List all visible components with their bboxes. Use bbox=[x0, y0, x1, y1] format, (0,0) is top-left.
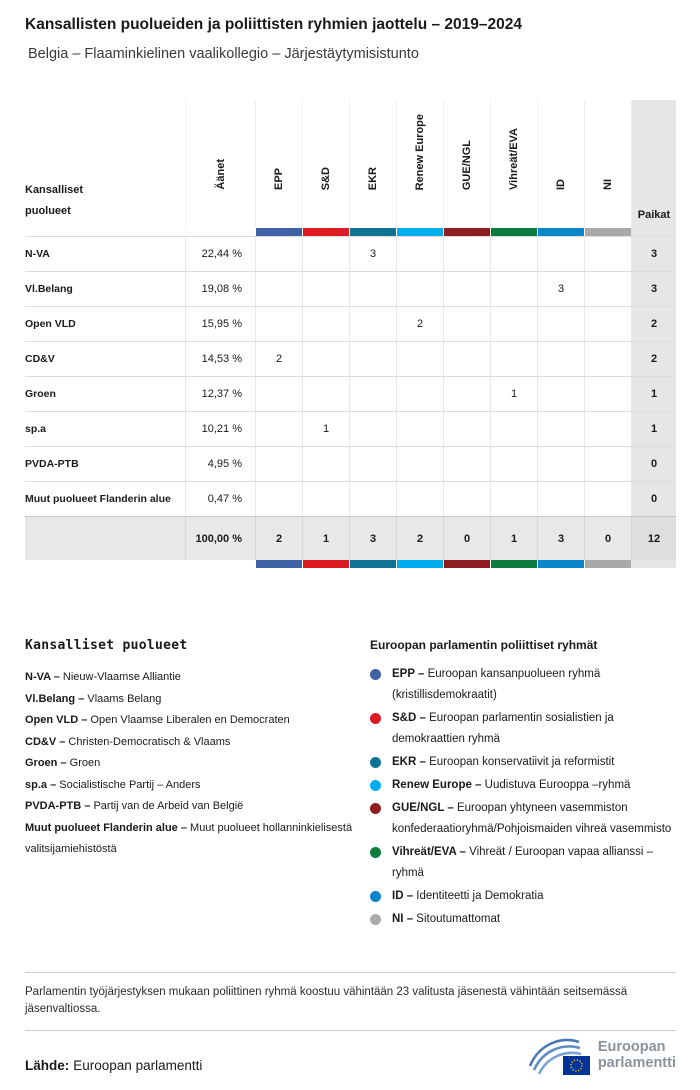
color-bar-seats-spacer bbox=[631, 560, 676, 568]
group-legend-item bbox=[370, 886, 676, 907]
color-bar-spacer bbox=[25, 560, 255, 568]
seat-count-cell bbox=[537, 447, 584, 481]
seat-count-cell bbox=[302, 237, 349, 271]
results-table bbox=[25, 100, 676, 568]
votes-value: 0,47 % bbox=[185, 482, 255, 516]
group-column-header-label: Vihreät/EVA bbox=[508, 128, 520, 190]
group-legend-desc: Identiteetti ja Demokratia bbox=[416, 890, 544, 902]
group-color-bar-row-top bbox=[25, 228, 676, 236]
party-name: Muut puolueet Flanderin alue bbox=[25, 493, 171, 505]
seat-count-cell bbox=[537, 377, 584, 411]
color-bar-ni bbox=[584, 560, 631, 568]
group-column-header-ekr bbox=[349, 100, 396, 228]
party-legend-desc: Muut puolueet hollanninkielisestä valitsijamiehistöstä bbox=[25, 821, 353, 855]
table-row bbox=[25, 271, 676, 306]
bottom-divider bbox=[25, 1030, 676, 1031]
seat-count-cell bbox=[302, 342, 349, 376]
party-legend-desc: Partij van de Arbeid van België bbox=[93, 800, 244, 812]
group-legend-desc: Uudistuva Eurooppa –ryhmä bbox=[484, 779, 631, 791]
seat-count-cell bbox=[302, 482, 349, 516]
parties-legend-items bbox=[25, 667, 360, 861]
seat-count-cell bbox=[584, 377, 631, 411]
group-column-header-label: GUE/NGL bbox=[461, 139, 473, 190]
party-legend-name: Muut puolueet Flanderin alue – bbox=[25, 821, 187, 834]
total-seat-count: 2 bbox=[396, 517, 443, 560]
party-legend-desc: Christen-Democratisch & Vlaams bbox=[68, 735, 231, 748]
party-legend-desc: Open Vlaamse Liberalen en Democraten bbox=[90, 714, 290, 726]
votes-value: 10,21 % bbox=[185, 412, 255, 446]
group-legend-name: NI – bbox=[392, 913, 414, 925]
seat-count-cell bbox=[537, 342, 584, 376]
group-legend-desc: Euroopan kansanpuolueen ryhmä (kristillisdemokraatit) bbox=[392, 668, 601, 701]
seat-count-cell bbox=[584, 447, 631, 481]
color-bar-renew bbox=[396, 228, 443, 236]
total-seat-count: 0 bbox=[443, 517, 490, 560]
group-legend-text bbox=[392, 708, 676, 750]
seats-total: 1 bbox=[631, 412, 676, 446]
table-row bbox=[25, 481, 676, 516]
party-name: sp.a bbox=[25, 423, 47, 435]
party-legend-desc: Groen bbox=[69, 757, 101, 769]
seats-column-header-label: Paikat bbox=[637, 209, 671, 221]
party-legend-name: Groen – bbox=[25, 757, 67, 769]
party-name: PVDA-PTB bbox=[25, 458, 79, 470]
groups-legend-items bbox=[370, 664, 676, 930]
group-color-dot bbox=[370, 891, 381, 902]
color-bar-renew bbox=[396, 560, 443, 568]
party-legend-item bbox=[25, 667, 360, 689]
party-legend-name: PVDA-PTB – bbox=[25, 800, 91, 812]
group-legend-desc: Sitoutumattomat bbox=[416, 913, 501, 925]
group-legend-text bbox=[392, 664, 676, 706]
group-legend-item bbox=[370, 798, 676, 840]
seat-count-cell bbox=[396, 272, 443, 306]
group-color-dot bbox=[370, 803, 381, 814]
group-color-dot bbox=[370, 780, 381, 791]
ep-logo-text-line2: parlamentti bbox=[597, 1055, 676, 1071]
color-bar-guengl bbox=[443, 228, 490, 236]
seat-count-cell bbox=[584, 307, 631, 341]
group-color-dot bbox=[370, 713, 381, 724]
color-bar-spacer bbox=[25, 228, 255, 236]
seat-count-cell bbox=[443, 377, 490, 411]
seats-total: 0 bbox=[631, 482, 676, 516]
seat-count-cell bbox=[255, 377, 302, 411]
party-legend-name: N-VA – bbox=[25, 671, 60, 683]
votes-value: 19,08 % bbox=[185, 272, 255, 306]
party-name: N-VA bbox=[25, 248, 50, 260]
group-legend-item bbox=[370, 842, 676, 884]
total-seat-count: 0 bbox=[584, 517, 631, 560]
table-row bbox=[25, 306, 676, 341]
votes-value: 22,44 % bbox=[185, 237, 255, 271]
table-head bbox=[25, 100, 676, 228]
group-legend-item bbox=[370, 775, 676, 796]
seat-count-cell bbox=[537, 482, 584, 516]
seat-count-cell bbox=[255, 482, 302, 516]
table-row bbox=[25, 411, 676, 446]
party-legend-name: sp.a – bbox=[25, 778, 57, 791]
group-column-header-label: Renew Europe bbox=[414, 113, 426, 190]
group-legend-text bbox=[392, 886, 544, 907]
table-row bbox=[25, 446, 676, 481]
seat-count-cell: 1 bbox=[490, 377, 537, 411]
group-legend-name: S&D – bbox=[392, 712, 426, 724]
seat-count-cell bbox=[396, 482, 443, 516]
total-empty-cell bbox=[25, 517, 185, 560]
color-bar-greens-efa bbox=[490, 560, 537, 568]
party-legend-desc: Vlaams Belang bbox=[87, 692, 162, 705]
seat-count-cell bbox=[396, 237, 443, 271]
seat-count-cell bbox=[302, 447, 349, 481]
total-seats: 12 bbox=[631, 517, 676, 560]
total-seat-count: 1 bbox=[302, 517, 349, 560]
group-column-header-guengl bbox=[443, 100, 490, 228]
seat-count-cell bbox=[349, 307, 396, 341]
group-column-header-label: NI bbox=[602, 179, 614, 190]
eu-flag-icon bbox=[563, 1056, 590, 1075]
group-legend-text bbox=[392, 775, 630, 796]
seat-count-cell bbox=[490, 482, 537, 516]
seat-count-cell bbox=[490, 342, 537, 376]
party-legend-item bbox=[25, 689, 360, 711]
seat-count-cell bbox=[302, 272, 349, 306]
party-name: Open VLD bbox=[25, 318, 76, 330]
party-legend-item bbox=[25, 818, 360, 861]
seat-count-cell bbox=[255, 412, 302, 446]
party-legend-item bbox=[25, 775, 360, 797]
group-legend-item bbox=[370, 664, 676, 706]
group-color-dot bbox=[370, 847, 381, 858]
table-row bbox=[25, 236, 676, 271]
parties-legend bbox=[25, 638, 360, 932]
seat-count-cell bbox=[584, 342, 631, 376]
seat-count-cell bbox=[255, 447, 302, 481]
seat-count-cell bbox=[302, 307, 349, 341]
color-bar-ekr bbox=[349, 560, 396, 568]
group-color-bar-row-bottom bbox=[25, 560, 676, 568]
seats-total: 1 bbox=[631, 377, 676, 411]
seat-count-cell bbox=[584, 272, 631, 306]
seat-count-cell bbox=[443, 237, 490, 271]
groups-legend-title: Euroopan parlamentin poliittiset ryhmät bbox=[370, 638, 598, 652]
group-legend-item bbox=[370, 752, 676, 773]
votes-column-header bbox=[185, 100, 255, 228]
parties-legend-title: Kansalliset puolueet bbox=[25, 638, 188, 653]
legend-section bbox=[25, 638, 676, 932]
seat-count-cell bbox=[349, 482, 396, 516]
seats-total: 3 bbox=[631, 237, 676, 271]
seats-column-header bbox=[631, 100, 676, 228]
seat-count-cell bbox=[349, 272, 396, 306]
seat-count-cell bbox=[443, 482, 490, 516]
group-color-dot bbox=[370, 914, 381, 925]
group-color-dot bbox=[370, 669, 381, 680]
table-row bbox=[25, 341, 676, 376]
party-legend-desc: Nieuw-Vlaamse Alliantie bbox=[62, 671, 181, 683]
group-color-dot bbox=[370, 757, 381, 768]
seat-count-cell bbox=[490, 272, 537, 306]
group-legend-item bbox=[370, 708, 676, 750]
party-legend-name: Vl.Belang – bbox=[25, 692, 85, 705]
group-column-header-epp bbox=[255, 100, 302, 228]
group-legend-item bbox=[370, 909, 676, 930]
total-seat-count: 3 bbox=[349, 517, 396, 560]
seat-count-cell bbox=[349, 447, 396, 481]
party-legend-item bbox=[25, 796, 360, 818]
seat-count-cell bbox=[584, 412, 631, 446]
group-legend-desc: Euroopan konservatiivit ja reformistit bbox=[429, 756, 615, 768]
party-legend-name: Open VLD – bbox=[25, 714, 88, 726]
total-seat-count: 2 bbox=[255, 517, 302, 560]
votes-value: 4,95 % bbox=[185, 447, 255, 481]
group-legend-name: Vihreät/EVA – bbox=[392, 846, 466, 858]
color-bar-guengl bbox=[443, 560, 490, 568]
color-bar-seats-spacer bbox=[631, 228, 676, 236]
group-column-header-sd bbox=[302, 100, 349, 228]
total-votes: 100,00 % bbox=[185, 517, 255, 560]
source-line bbox=[25, 1058, 202, 1073]
color-bar-epp bbox=[255, 228, 302, 236]
group-column-header-renew bbox=[396, 100, 443, 228]
source-value: Euroopan parlamentti bbox=[73, 1058, 203, 1073]
total-seat-count: 1 bbox=[490, 517, 537, 560]
party-name: Groen bbox=[25, 388, 56, 400]
group-column-header-id bbox=[537, 100, 584, 228]
seats-total: 0 bbox=[631, 447, 676, 481]
votes-value: 12,37 % bbox=[185, 377, 255, 411]
seat-count-cell bbox=[443, 412, 490, 446]
seat-count-cell bbox=[443, 447, 490, 481]
color-bar-sd bbox=[302, 228, 349, 236]
color-bar-ekr bbox=[349, 228, 396, 236]
group-legend-name: GUE/NGL – bbox=[392, 802, 454, 814]
group-legend-desc: Euroopan yhtyneen vasemmiston konfederaatioryhmä/Pohjoismaiden vihreä vasemmisto bbox=[392, 802, 672, 835]
group-legend-text bbox=[392, 798, 676, 840]
group-legend-text bbox=[392, 842, 676, 884]
seat-count-cell bbox=[490, 237, 537, 271]
page-subtitle: Belgia – Flaaminkielinen vaalikollegio – Järjestäytymisistunto bbox=[28, 46, 419, 62]
table-row bbox=[25, 376, 676, 411]
footnote: Parlamentin työjärjestyksen mukaan poliittinen ryhmä koostuu vähintään 23 valitusta jäsenestä vähintään seitsemässä jäsenvaltiossa. bbox=[25, 972, 676, 1018]
seat-count-cell: 3 bbox=[537, 272, 584, 306]
seats-total: 3 bbox=[631, 272, 676, 306]
seat-count-cell bbox=[584, 237, 631, 271]
seat-count-cell bbox=[443, 342, 490, 376]
group-legend-desc: Vihreät / Euroopan vapaa allianssi – ryhmä bbox=[392, 846, 654, 879]
group-column-header-label: EKR bbox=[367, 166, 379, 190]
group-legend-text bbox=[392, 909, 500, 930]
seat-count-cell bbox=[537, 237, 584, 271]
seat-count-cell bbox=[490, 412, 537, 446]
party-name: CD&V bbox=[25, 353, 55, 365]
seat-count-cell bbox=[443, 272, 490, 306]
seat-count-cell bbox=[349, 412, 396, 446]
total-seat-count: 3 bbox=[537, 517, 584, 560]
seat-count-cell bbox=[396, 342, 443, 376]
party-legend-item bbox=[25, 732, 360, 754]
party-column-header bbox=[25, 100, 185, 228]
seat-count-cell bbox=[443, 307, 490, 341]
color-bar-greens-efa bbox=[490, 228, 537, 236]
group-column-header-label: S&D bbox=[320, 166, 332, 190]
groups-legend bbox=[370, 638, 676, 932]
color-bar-sd bbox=[302, 560, 349, 568]
votes-value: 15,95 % bbox=[185, 307, 255, 341]
party-legend-name: CD&V – bbox=[25, 735, 66, 748]
color-bar-epp bbox=[255, 560, 302, 568]
party-legend-item bbox=[25, 753, 360, 775]
group-legend-name: EPP – bbox=[392, 668, 425, 680]
seat-count-cell bbox=[255, 307, 302, 341]
seat-count-cell bbox=[302, 377, 349, 411]
group-column-header-label: EPP bbox=[273, 167, 285, 190]
party-column-header-label: Kansalliset puolueet bbox=[25, 184, 84, 217]
page-title: Kansallisten puolueiden ja poliittisten ryhmien jaottelu – 2019–2024 bbox=[25, 16, 523, 33]
party-legend-item bbox=[25, 710, 360, 732]
seat-count-cell bbox=[255, 237, 302, 271]
group-column-header-greens-efa bbox=[490, 100, 537, 228]
ep-logo-text bbox=[598, 1039, 676, 1071]
ep-logo-graphic bbox=[527, 1034, 591, 1076]
seat-count-cell bbox=[255, 272, 302, 306]
seat-count-cell bbox=[349, 342, 396, 376]
seat-count-cell bbox=[537, 412, 584, 446]
seats-total: 2 bbox=[631, 342, 676, 376]
party-name: Vl.Belang bbox=[25, 283, 73, 295]
color-bar-id bbox=[537, 228, 584, 236]
group-column-header-label: ID bbox=[555, 179, 567, 190]
party-legend-desc: Socialistische Partij – Anders bbox=[59, 778, 201, 791]
seat-count-cell: 1 bbox=[302, 412, 349, 446]
seat-count-cell bbox=[584, 482, 631, 516]
votes-column-header-label: Äänet bbox=[214, 159, 227, 190]
seat-count-cell bbox=[537, 307, 584, 341]
group-legend-name: ID – bbox=[392, 890, 414, 902]
group-legend-text bbox=[392, 752, 614, 773]
group-legend-desc: Euroopan parlamentin sosialistien ja demokraattien ryhmä bbox=[392, 712, 614, 745]
table-total-row bbox=[25, 516, 676, 560]
table-body bbox=[25, 236, 676, 560]
seat-count-cell bbox=[396, 447, 443, 481]
seat-count-cell bbox=[396, 377, 443, 411]
seat-count-cell bbox=[490, 307, 537, 341]
seat-count-cell: 2 bbox=[396, 307, 443, 341]
seat-count-cell bbox=[396, 412, 443, 446]
seat-count-cell bbox=[490, 447, 537, 481]
color-bar-ni bbox=[584, 228, 631, 236]
votes-value: 14,53 % bbox=[185, 342, 255, 376]
group-column-header-ni bbox=[584, 100, 631, 228]
seat-count-cell bbox=[349, 377, 396, 411]
group-legend-name: Renew Europe – bbox=[392, 779, 482, 791]
seat-count-cell: 2 bbox=[255, 342, 302, 376]
source-label: Lähde: bbox=[25, 1058, 70, 1073]
ep-logo-text-line1: Euroopan bbox=[597, 1039, 666, 1055]
seat-count-cell: 3 bbox=[349, 237, 396, 271]
group-legend-name: EKR – bbox=[392, 756, 426, 768]
ep-logo bbox=[527, 1034, 676, 1076]
color-bar-id bbox=[537, 560, 584, 568]
seats-total: 2 bbox=[631, 307, 676, 341]
